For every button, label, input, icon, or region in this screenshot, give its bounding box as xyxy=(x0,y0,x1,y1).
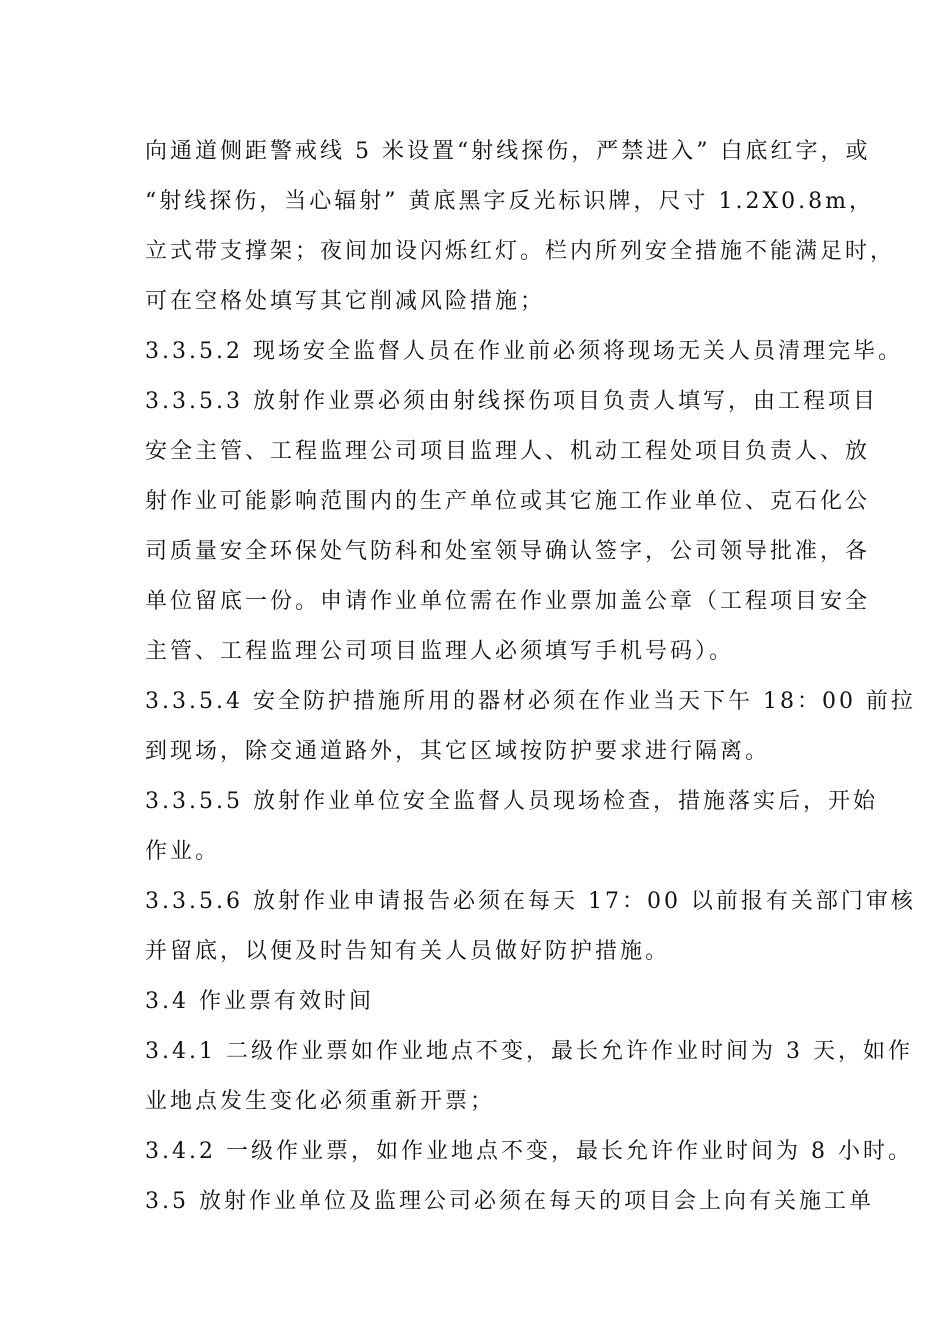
text-line: 司质量安全环保处气防科和处室领导确认签字，公司领导批准，各 xyxy=(145,539,871,564)
text-line: 安全主管、工程监理公司项目监理人、机动工程处项目负责人、放 xyxy=(145,439,871,464)
text-line: 立式带支撑架；夜间加设闪烁红灯。栏内所列安全措施不能满足时， xyxy=(145,239,896,264)
text-line: 向通道侧距警戒线 5 米设置“射线探伤，严禁进入” 白底红字，或 xyxy=(145,139,871,164)
text-line: 并留底，以便及时告知有关人员做好防护措施。 xyxy=(145,939,671,964)
text-line: 3.3.5.6 放射作业申请报告必须在每天 17：00 以前报有关部门审核 xyxy=(145,889,916,914)
text-line: 作业。 xyxy=(145,839,221,864)
text-line: 射作业可能影响范围内的生产单位或其它施工作业单位、克石化公 xyxy=(145,489,871,514)
text-line: “射线探伤，当心辐射” 黄底黑字反光标识牌，尺寸 1.2X0.8m， xyxy=(145,189,874,214)
text-line: 3.3.5.2 现场安全监督人员在作业前必须将现场无关人员清理完毕。 xyxy=(145,339,903,364)
text-line: 3.4.1 二级作业票如作业地点不变，最长允许作业时间为 3 天，如作 xyxy=(145,1039,913,1064)
text-line: 3.3.5.4 安全防护措施所用的器材必须在作业当天下午 18：00 前拉 xyxy=(145,689,916,714)
text-line: 主管、工程监理公司项目监理人必须填写手机号码）。 xyxy=(145,639,735,664)
text-line: 3.3.5.5 放射作业单位安全监督人员现场检查，措施落实后，开始 xyxy=(145,789,878,814)
text-line: 业地点发生变化必须重新开票； xyxy=(145,1089,496,1114)
text-line: 3.4.2 一级作业票，如作业地点不变，最长允许作业时间为 8 小时。 xyxy=(145,1139,913,1164)
text-line: 单位留底一份。申请作业单位需在作业票加盖公章（工程项目安全 xyxy=(145,589,871,614)
text-line: 3.3.5.3 放射作业票必须由射线探伤项目负责人填写，由工程项目 xyxy=(145,389,878,414)
text-line: 到现场，除交通道路外，其它区域按防护要求进行隔离。 xyxy=(145,739,771,764)
text-line: 3.5 放射作业单位及监理公司必须在每天的项目会上向有关施工单 xyxy=(145,1189,874,1214)
section-heading: 3.4 作业票有效时间 xyxy=(145,989,374,1014)
text-line: 可在空格处填写其它削减风险措施； xyxy=(145,289,546,314)
